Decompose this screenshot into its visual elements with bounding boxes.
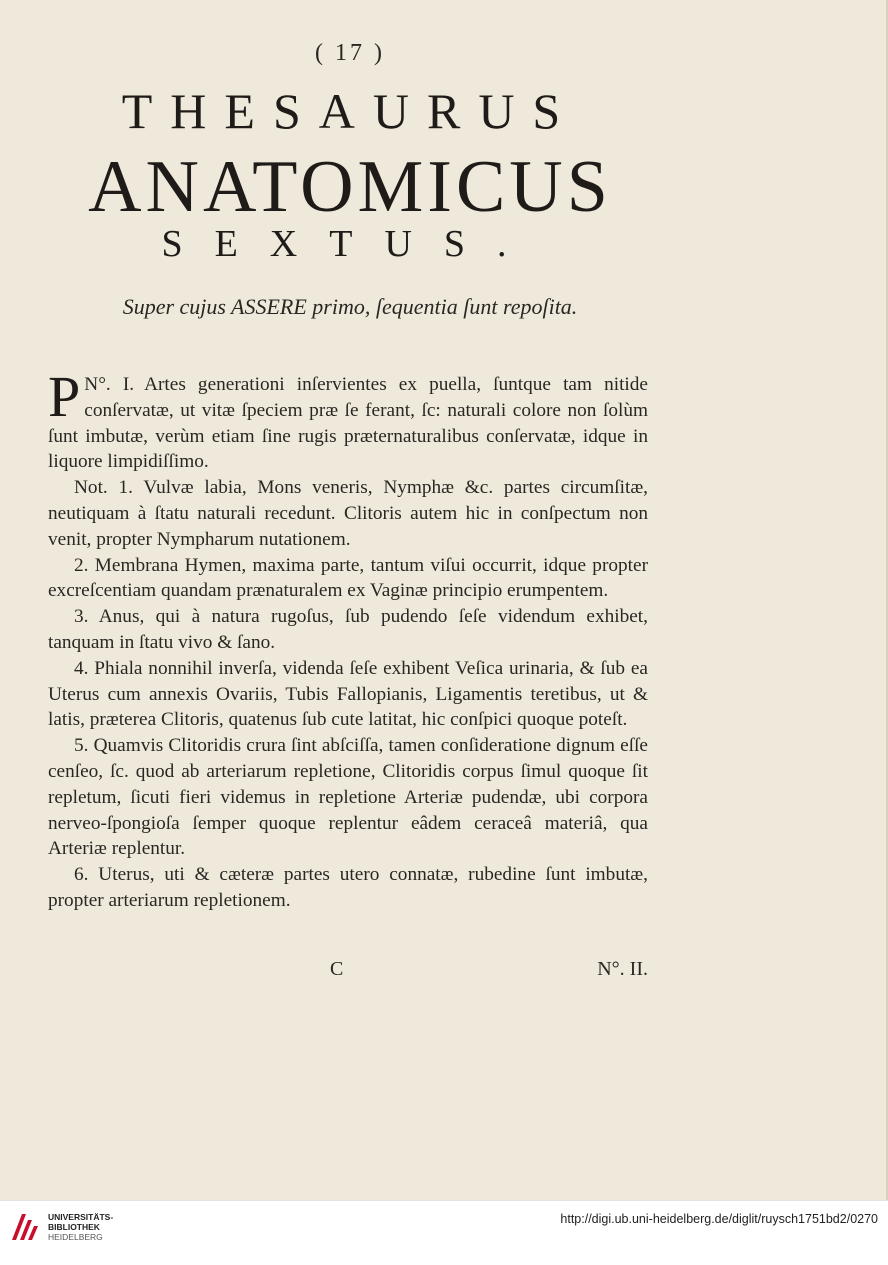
logo-line: HEIDELBERG: [48, 1232, 103, 1242]
permalink-url[interactable]: http://digi.ub.uni-heidelberg.de/diglit/ruysch1751bd2/0270: [560, 1212, 878, 1226]
title-line-2: ANATOMICUS: [88, 146, 612, 228]
note-paragraph: 3. Anus, qui à natura rugoſus, ſub pudendo ſeſe videndum exhibet, tanquam in ſtatu vivo & ſano.: [48, 606, 648, 653]
page-number: ( 17 ): [315, 40, 385, 66]
entry-text: Artes generationi inſervientes ex puella, ſuntque tam nitide conſervatæ, ut vitæ ſpeciem præ ſe ferant, ſc: naturali colore non ſolùm ſunt imbutæ, verùm etiam ſine rugis præternaturalibus conſervatæ, idque in liquore limpidiſſimo.: [48, 374, 648, 473]
note-paragraph: 4. Phiala nonnihil inverſa, videnda ſeſe exhibent Veſica urinaria, & ſub ea Uterus cum annexis Ovariis, Tubis Fallopianis, Ligamentis teretibus, ut & latis, præterea Clitoris, quatenus ſub cute latitat, hic conſpici quoque poteſt.: [48, 657, 648, 731]
logo-line: UNIVERSITÄTS-: [48, 1212, 114, 1222]
entry-label: N°. I.: [84, 374, 135, 395]
title-line-3: SEXTUS.: [161, 223, 539, 265]
note-paragraph: Not. 1. Vulvæ labia, Mons veneris, Nymphæ &c. partes circumſitæ, neutiquam à ſtatu naturali recedunt. Clitoris autem hic in conſpectum non venit, propter Nympharum nutationem.: [48, 477, 648, 550]
body-text: [48, 364, 648, 914]
logo-text: [48, 1212, 113, 1242]
drop-cap: P: [48, 364, 81, 429]
signature-mark: C: [330, 958, 344, 980]
library-logo[interactable]: [8, 1210, 113, 1244]
note-paragraph: 5. Quamvis Clitoridis crura ſint abſciſſa, tamen conſideratione dignum eſſe cenſeo, ſc. quod ab arteriarum repletione, Clitoridis corpus ſimul quoque ſit repletum, ſicuti fieri videmus in repletione Arteriæ pudendæ, ubi corpora nerveo-ſpongioſa ſemper quoque replentur eâdem ceraceâ materiâ, qua Arteriæ replentur.: [48, 735, 648, 860]
catchword: N°. II.: [597, 958, 648, 980]
entry-paragraph: [48, 364, 648, 475]
viewer-footer: [0, 1200, 888, 1265]
university-seal-icon: [8, 1210, 42, 1244]
logo-line: BIBLIOTHEK: [48, 1222, 100, 1232]
note-paragraph: 6. Uterus, uti & cæteræ partes utero connatæ, rubedine ſunt imbutæ, propter arteriarum repletionem.: [48, 864, 648, 911]
note-paragraph: 2. Membrana Hymen, maxima parte, tantum viſui occurrit, idque propter excreſcentiam quandam prænaturalem ex Vaginæ principio erumpentem.: [48, 554, 648, 602]
subtitle: Super cujus ASSERE primo, ſequentia ſunt repoſita.: [122, 294, 578, 319]
title-line-1: THESAURUS: [121, 83, 579, 139]
